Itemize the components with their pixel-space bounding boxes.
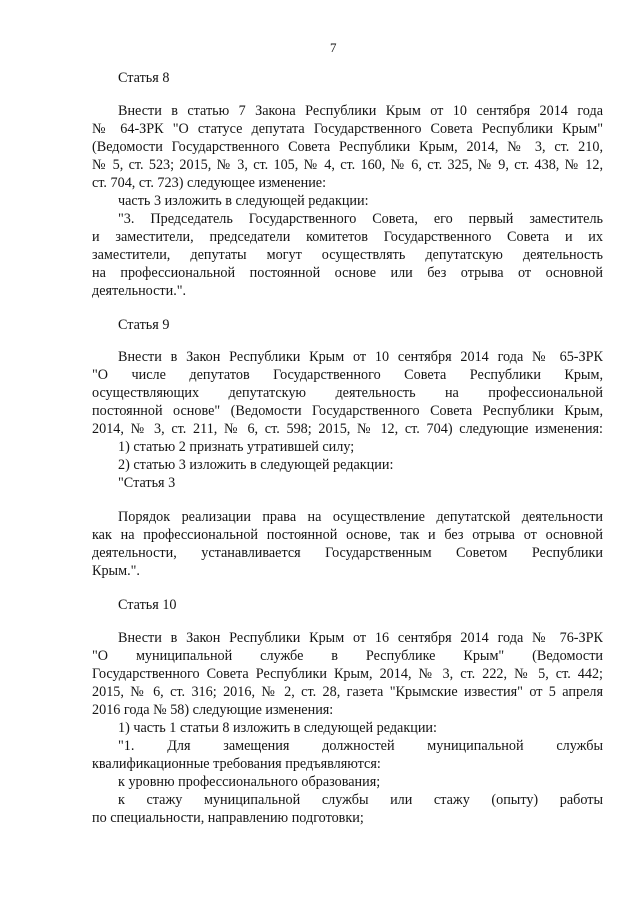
article-9-line: Порядок реализации права на осуществление депутатской деятельности [118,509,603,525]
article-10-heading: Статья 10 [118,597,177,613]
article-10-line: 1) часть 1 статьи 8 изложить в следующей редакции: [118,720,437,736]
article-9-heading: Статья 9 [118,317,170,333]
article-8-line: заместители, депутаты могут осуществлять депутатскую деятельность [92,247,603,263]
page-number: 7 [330,40,337,55]
article-10-line: "1. Для замещения должностей муниципальной службы [118,738,603,754]
article-10-line: к стажу муниципальной службы или стажу (опыту) работы [118,792,603,808]
article-8-line: "3. Председатель Государственного Совета, его первый заместитель [118,211,603,227]
article-8-line: часть 3 изложить в следующей редакции: [118,193,369,209]
article-10-line: по специальности, направлению подготовки; [92,810,364,826]
article-9-line: "О числе депутатов Государственного Совета Республики Крым, [92,367,603,383]
article-9-line: 2) статью 3 изложить в следующей редакции: [118,457,394,473]
article-9-line: Внести в Закон Республики Крым от 10 сентября 2014 года № 65-ЗРК [118,349,603,365]
article-10-line: квалификационные требования предъявляются: [92,756,381,772]
article-9-line: "Статья 3 [118,475,176,491]
article-9-line: осуществляющих депутатскую деятельность на профессиональной [92,385,603,401]
article-9-line: постоянной основе" (Ведомости Государственного Совета Республики Крым, [92,403,603,419]
article-10-line: 2015, № 6, ст. 316; 2016, № 2, ст. 28, газета "Крымские известия" от 5 апреля [92,684,603,700]
article-10-line: 2016 года № 58) следующие изменения: [92,702,334,718]
article-8-line: № 64-ЗРК "О статусе депутата Государственного Совета Республики Крым" [92,121,603,137]
article-10-line: Внести в Закон Республики Крым от 16 сентября 2014 года № 76-ЗРК [118,630,603,646]
article-8-line: и заместители, председатели комитетов Государственного Совета и их [92,229,603,245]
article-10-line: к уровню профессионального образования; [118,774,381,790]
article-8-line: на профессиональной постоянной основе или без отрыва от основной [92,265,603,281]
article-8-line: деятельности.". [92,283,187,299]
article-9-line: как на профессиональной постоянной основе, так и без отрыва от основной [92,527,603,543]
article-8-line: ст. 704, ст. 723) следующее изменение: [92,175,327,191]
article-8-line: № 5, ст. 523; 2015, № 3, ст. 105, № 4, ст. 160, № 6, ст. 325, № 9, ст. 438, № 12, [92,157,603,173]
article-8-heading: Статья 8 [118,70,170,86]
article-10-line: Государственного Совета Республики Крым, 2014, № 3, ст. 222, № 5, ст. 442; [92,666,603,682]
article-8-line: (Ведомости Государственного Совета Республики Крым, 2014, № 3, ст. 210, [92,139,603,155]
article-8-line: Внести в статью 7 Закона Республики Крым от 10 сентября 2014 года [118,103,603,119]
article-9-line: 2014, № 3, ст. 211, № 6, ст. 598; 2015, № 12, ст. 704) следующие изменения: [92,421,603,437]
article-9-line: деятельности, устанавливается Государственным Советом Республики [92,545,603,561]
article-10-line: "О муниципальной службе в Республике Крым" (Ведомости [92,648,603,664]
article-9-line: Крым.". [92,563,140,579]
article-9-line: 1) статью 2 признать утратившей силу; [118,439,355,455]
